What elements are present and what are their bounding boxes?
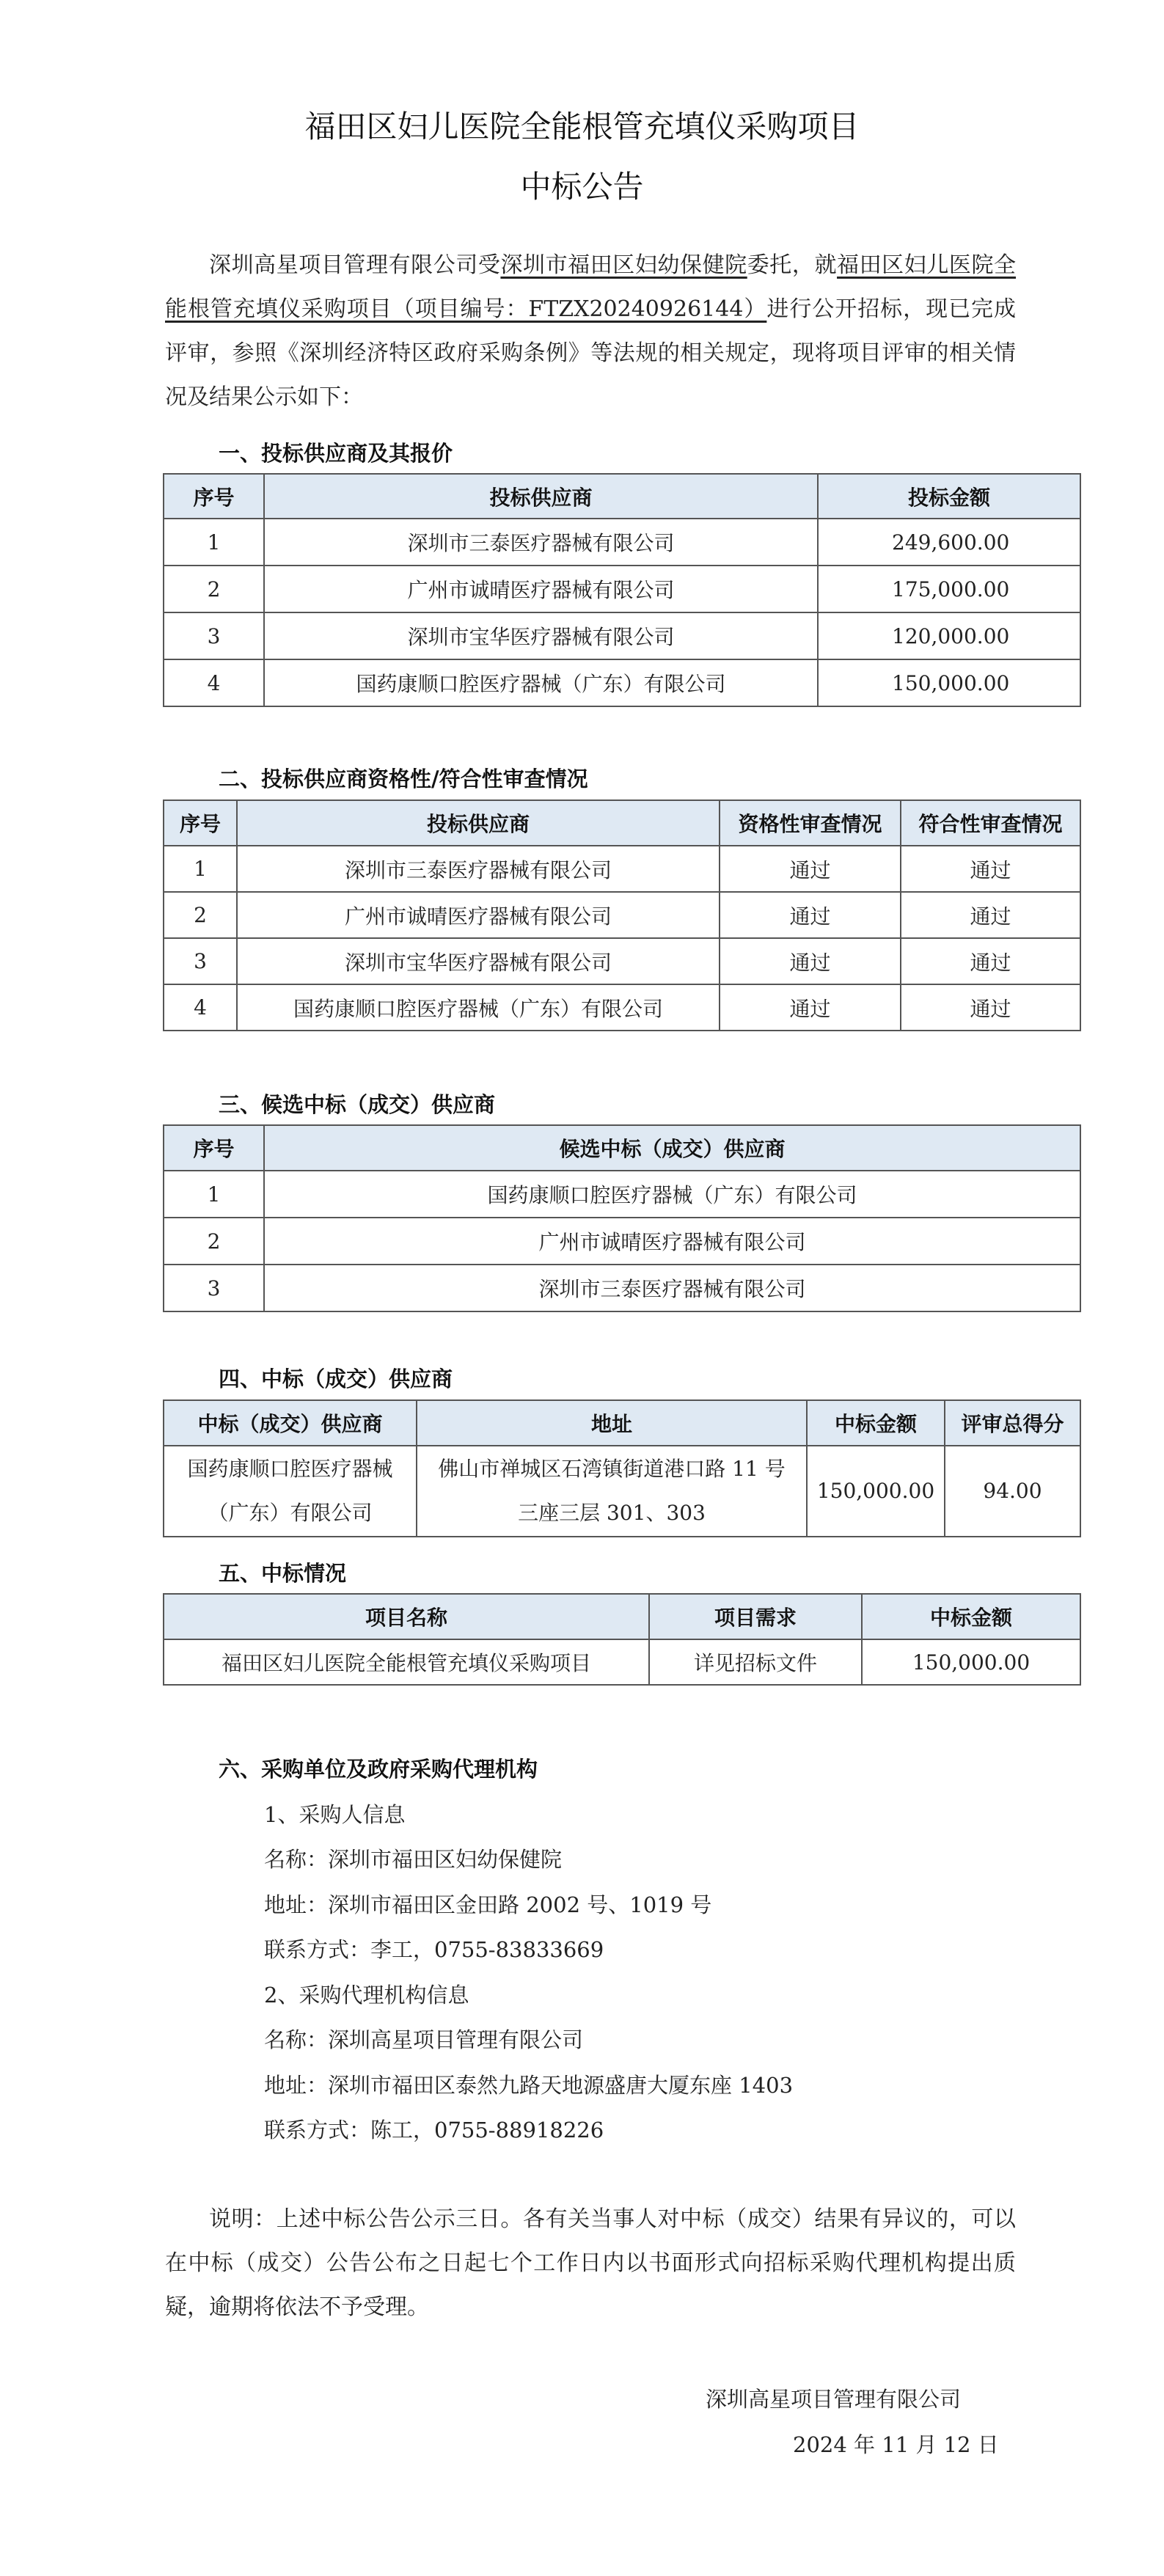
intro-buyer: 深圳市福田区妇幼保健院 xyxy=(500,252,747,278)
intro-text-3: 进行公开招标，现已完成评审，参照《深圳经济特区政府采购条例》等法规的相关规定，现将项目评审的相关情况及结果公示如下： xyxy=(165,296,1017,410)
section6-heading: 六、采购单位及政府采购代理机构 xyxy=(219,1757,538,1782)
table-cell: 150,000.00 xyxy=(818,659,1080,706)
table-row xyxy=(164,892,1080,938)
table-cell: 深圳市宝华医疗器械有限公司 xyxy=(264,612,818,659)
table-cell: 2 xyxy=(164,566,264,612)
table-header-row xyxy=(164,1400,1080,1446)
section1-heading: 一、投标供应商及其报价 xyxy=(219,441,453,466)
table-row xyxy=(164,984,1080,1031)
table-cell: 1 xyxy=(164,1171,264,1218)
table-header-row xyxy=(164,474,1080,519)
table-cell: 175,000.00 xyxy=(818,566,1080,612)
col-header: 中标金额 xyxy=(807,1400,945,1446)
intro-text-1: 深圳高星项目管理有限公司受 xyxy=(209,252,501,278)
agency-name: 名称：深圳高星项目管理有限公司 xyxy=(264,2027,584,2052)
section2-heading: 二、投标供应商资格性/符合性审查情况 xyxy=(219,766,588,791)
table-cell: 国药康顺口腔医疗器械（广东）有限公司 xyxy=(264,1171,1080,1218)
intro-paragraph xyxy=(165,244,1016,420)
winner-table xyxy=(163,1399,1081,1537)
table-cell: 通过 xyxy=(901,846,1080,892)
section5-heading: 五、中标情况 xyxy=(219,1561,347,1586)
table-cell: 249,600.00 xyxy=(818,519,1080,566)
table-cell: 120,000.00 xyxy=(818,612,1080,659)
table-row xyxy=(164,1446,1080,1537)
purchaser-name: 名称：深圳市福田区妇幼保健院 xyxy=(264,1847,563,1872)
footer-date: 2024 年 11 月 12 日 xyxy=(793,2432,999,2457)
col-header: 中标金额 xyxy=(862,1594,1080,1639)
agency-contact: 联系方式：陈工，0755-88918226 xyxy=(264,2118,604,2143)
table-cell: 通过 xyxy=(901,984,1080,1031)
table-row xyxy=(164,1639,1080,1685)
table-row xyxy=(164,659,1080,706)
table-row xyxy=(164,1265,1080,1311)
table-cell: 2 xyxy=(164,1218,264,1265)
agency-address: 地址：深圳市福田区泰然九路天地源盛唐大厦东座 1403 xyxy=(264,2073,794,2098)
section3-heading: 三、候选中标（成交）供应商 xyxy=(219,1092,496,1117)
table-cell: 广州市诚晴医疗器械有限公司 xyxy=(264,1218,1080,1265)
table-cell: 广州市诚晴医疗器械有限公司 xyxy=(237,892,720,938)
table-cell: 国药康顺口腔医疗器械（广东）有限公司 xyxy=(164,1446,417,1537)
col-header: 资格性审查情况 xyxy=(720,800,901,846)
page-subtitle: 中标公告 xyxy=(520,169,644,205)
col-header: 项目需求 xyxy=(649,1594,862,1639)
col-header: 地址 xyxy=(417,1400,807,1446)
table-header-row xyxy=(164,1125,1080,1171)
section4-heading: 四、中标（成交）供应商 xyxy=(219,1366,453,1391)
table-cell: 1 xyxy=(164,519,264,566)
table-cell: 3 xyxy=(164,612,264,659)
table-cell: 94.00 xyxy=(945,1446,1080,1537)
col-header: 中标（成交）供应商 xyxy=(164,1400,417,1446)
col-header: 序号 xyxy=(164,1125,264,1171)
table-cell: 通过 xyxy=(720,846,901,892)
purchaser-address: 地址：深圳市福田区金田路 2002 号、1019 号 xyxy=(264,1892,712,1917)
table-cell: 150,000.00 xyxy=(862,1639,1080,1685)
table-row xyxy=(164,846,1080,892)
review-table xyxy=(163,799,1081,1031)
table-cell: 深圳市宝华医疗器械有限公司 xyxy=(237,938,720,984)
table-cell: 通过 xyxy=(720,892,901,938)
table-row xyxy=(164,566,1080,612)
table-cell: 4 xyxy=(164,984,237,1031)
purchaser-title: 1、采购人信息 xyxy=(264,1802,406,1827)
award-table xyxy=(163,1593,1081,1686)
intro-text-2: 委托，就 xyxy=(747,252,838,278)
table-cell: 深圳市三泰医疗器械有限公司 xyxy=(264,1265,1080,1311)
table-cell: 佛山市禅城区石湾镇街道港口路 11 号三座三层 301、303 xyxy=(417,1446,807,1537)
table-cell: 福田区妇儿医院全能根管充填仪采购项目 xyxy=(164,1639,649,1685)
table-cell: 150,000.00 xyxy=(807,1446,945,1537)
table-row xyxy=(164,1171,1080,1218)
table-cell: 1 xyxy=(164,846,237,892)
table-header-row xyxy=(164,800,1080,846)
table-cell: 通过 xyxy=(720,984,901,1031)
table-header-row xyxy=(164,1594,1080,1639)
page-title: 福田区妇儿医院全能根管充填仪采购项目 xyxy=(304,109,860,144)
note-paragraph: 说明：上述中标公告公示三日。各有关当事人对中标（成交）结果有异议的，可以在中标（成交）公告公布之日起七个工作日内以书面形式向招标采购代理机构提出质疑，逾期将依法不予受理。 xyxy=(165,2206,1016,2320)
table-cell: 3 xyxy=(164,1265,264,1311)
table-cell: 通过 xyxy=(901,892,1080,938)
footer-company: 深圳高星项目管理有限公司 xyxy=(706,2387,962,2412)
agency-title: 2、采购代理机构信息 xyxy=(264,1983,469,2008)
table-row xyxy=(164,938,1080,984)
purchaser-contact: 联系方式：李工，0755-83833669 xyxy=(264,1937,604,1962)
table-cell: 通过 xyxy=(720,938,901,984)
table-cell: 广州市诚晴医疗器械有限公司 xyxy=(264,566,818,612)
col-header: 评审总得分 xyxy=(945,1400,1080,1446)
table-cell: 详见招标文件 xyxy=(649,1639,862,1685)
col-header: 符合性审查情况 xyxy=(901,800,1080,846)
col-header: 序号 xyxy=(164,800,237,846)
col-header: 候选中标（成交）供应商 xyxy=(264,1125,1080,1171)
table-cell: 2 xyxy=(164,892,237,938)
col-header: 项目名称 xyxy=(164,1594,649,1639)
table-cell: 通过 xyxy=(901,938,1080,984)
table-row xyxy=(164,519,1080,566)
table-cell: 4 xyxy=(164,659,264,706)
intro-project: 福田区妇儿医院全能根管充填仪采购项目（项目编号：FTZX20240926144） xyxy=(165,252,1017,322)
table-cell: 国药康顺口腔医疗器械（广东）有限公司 xyxy=(264,659,818,706)
table-cell: 3 xyxy=(164,938,237,984)
table-row xyxy=(164,612,1080,659)
col-header: 投标供应商 xyxy=(264,474,818,519)
bids-table xyxy=(163,473,1081,707)
table-row xyxy=(164,1218,1080,1265)
col-header: 序号 xyxy=(164,474,264,519)
table-cell: 国药康顺口腔医疗器械（广东）有限公司 xyxy=(237,984,720,1031)
col-header: 投标金额 xyxy=(818,474,1080,519)
table-cell: 深圳市三泰医疗器械有限公司 xyxy=(264,519,818,566)
col-header: 投标供应商 xyxy=(237,800,720,846)
table-cell: 深圳市三泰医疗器械有限公司 xyxy=(237,846,720,892)
candidates-table xyxy=(163,1124,1081,1312)
